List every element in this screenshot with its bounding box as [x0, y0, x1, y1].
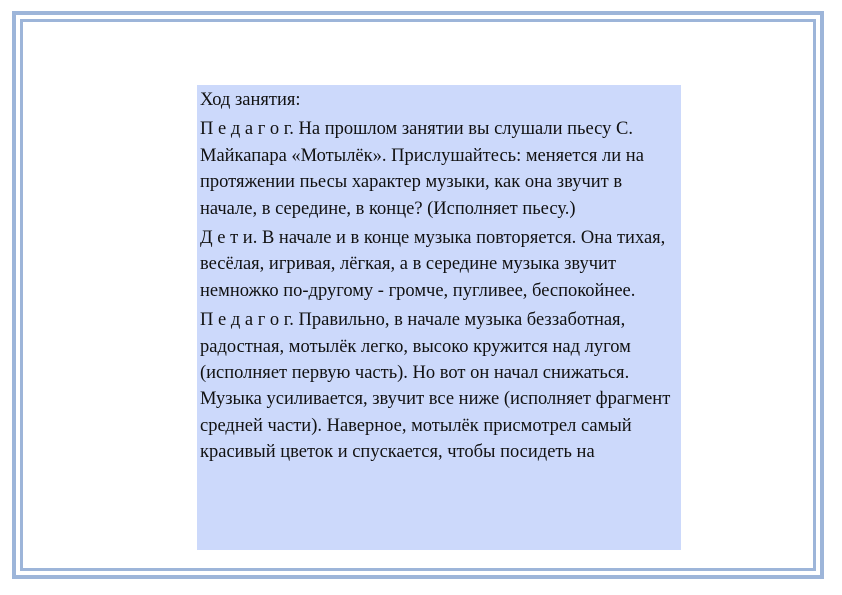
paragraph-teacher-2 [200, 307, 678, 465]
speaker-label: П е д а г о г. [200, 310, 294, 331]
speaker-label: Д е т и. [200, 228, 258, 249]
lesson-heading: Ход занятия: [200, 90, 301, 110]
paragraph-text: В начале и в конце музыка повторяется. Она тихая, весёлая, игривая, лёгкая, а в середине музыка звучит немножко по-другому - громче, пугливее, беспокойнее. [200, 228, 666, 301]
paragraph-text: Правильно, в начале музыка беззаботная, радостная, мотылёк легко, высоко кружится над лугом (исполняет первую часть). Но вот он начал снижаться. Музыка усиливается, звучит все ниже (исполняет фрагмент средней части). Наверное, мотылёк присмотрел самый красивый цветок и спускается, чтобы посидеть на [200, 310, 671, 463]
lesson-text-box [197, 85, 681, 550]
paragraph-text: На прошлом занятии вы слушали пьесу С. Майкапара «Мотылёк». Прислушайтесь: меняется ли на протяжении пьесы характер музыки, как она звучит в начале, в середине, в конце? (Исполняет пьесу.) [200, 119, 644, 219]
paragraph-teacher-1 [200, 116, 678, 222]
paragraph-children [200, 225, 678, 304]
speaker-label: П е д а г о г. [200, 119, 294, 140]
